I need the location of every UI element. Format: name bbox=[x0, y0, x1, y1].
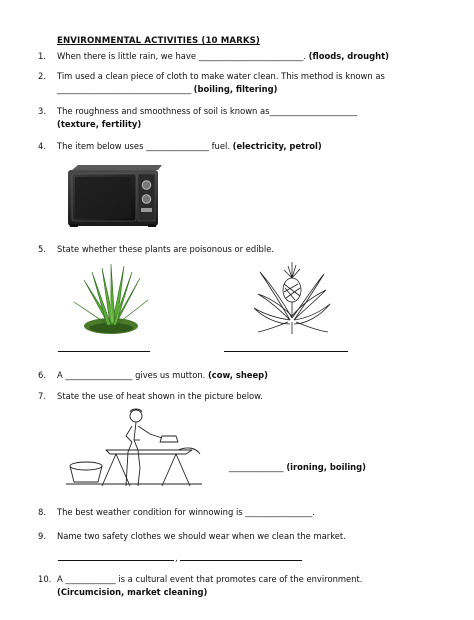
answer-separator: , bbox=[175, 553, 178, 563]
question-number: 1. bbox=[38, 51, 46, 61]
page-title: ENVIRONMENTAL ACTIVITIES (10 MARKS) bbox=[57, 36, 260, 46]
answer-options: (Circumcision, market cleaning) bbox=[57, 587, 208, 597]
question-2-line-2 bbox=[57, 82, 444, 96]
question-number: 7. bbox=[38, 391, 46, 401]
answer-blank[interactable]: _____________ bbox=[229, 462, 284, 472]
answer-blank-safety-cloth-1[interactable] bbox=[58, 560, 174, 561]
question-number: 5. bbox=[38, 244, 46, 254]
microwave-oven-image bbox=[66, 164, 164, 230]
question-number: 2. bbox=[38, 71, 46, 81]
question-text-after: . bbox=[303, 51, 309, 61]
question-text: Tim used a clean piece of cloth to make water clean. This method is known as bbox=[57, 71, 385, 81]
question-text: State whether these plants are poisonous or edible. bbox=[57, 244, 275, 254]
ironing-person-sketch bbox=[66, 406, 202, 488]
question-number: 3. bbox=[38, 106, 46, 116]
question-text: A bbox=[57, 370, 66, 380]
answer-blank[interactable]: _________________________ bbox=[198, 51, 304, 61]
answer-blank-plant-2[interactable] bbox=[224, 351, 348, 352]
question-text-after: gives us mutton. bbox=[132, 370, 208, 380]
pineapple-plant-sketch bbox=[252, 256, 332, 336]
answer-blank[interactable]: _______________ bbox=[146, 141, 209, 151]
question-number: 8. bbox=[38, 507, 46, 517]
answer-blank[interactable]: ____________ bbox=[65, 574, 116, 584]
answer-blank-plant-1[interactable] bbox=[58, 351, 150, 352]
answer-options: (electricity, petrol) bbox=[232, 141, 322, 151]
question-number: 9. bbox=[38, 531, 46, 541]
question-text: The roughness and smoothness of soil is known as bbox=[57, 106, 270, 116]
aloe-plant-image bbox=[72, 262, 150, 336]
question-text: State the use of heat shown in the picture below. bbox=[57, 391, 263, 401]
answer-options: (cow, sheep) bbox=[207, 370, 268, 380]
answer-options: (ironing, boiling) bbox=[283, 462, 366, 472]
answer-blank-safety-cloth-2[interactable] bbox=[180, 560, 302, 561]
question-text: A bbox=[57, 574, 66, 584]
answer-options: (floods, drought) bbox=[308, 51, 389, 61]
question-text-after: fuel. bbox=[208, 141, 233, 151]
question-text: When there is little rain, we have bbox=[57, 51, 199, 61]
question-number: 4. bbox=[38, 141, 46, 151]
answer-options: (boiling, filtering) bbox=[193, 84, 278, 94]
question-text-after: . bbox=[312, 507, 315, 517]
answer-options: (texture, fertility) bbox=[57, 119, 142, 129]
question-text-after: is a cultural event that promotes care of the environment. bbox=[115, 574, 363, 584]
question-text: The item below uses bbox=[57, 141, 147, 151]
question-10-line-2 bbox=[57, 585, 444, 599]
question-text: The best weather condition for winnowing is bbox=[57, 507, 246, 517]
answer-blank[interactable]: ________________________________ bbox=[57, 84, 191, 94]
question-text: Name two safety clothes we should wear when we clean the market. bbox=[57, 531, 346, 541]
answer-blank[interactable]: ________________ bbox=[245, 507, 313, 517]
question-number: 10. bbox=[38, 574, 52, 584]
question-7-answer-line bbox=[229, 460, 444, 474]
answer-blank[interactable]: ________________ bbox=[65, 370, 133, 380]
question-number: 6. bbox=[38, 370, 46, 380]
question-3-line-2 bbox=[57, 117, 444, 131]
answer-blank[interactable]: _____________________ bbox=[269, 106, 358, 116]
